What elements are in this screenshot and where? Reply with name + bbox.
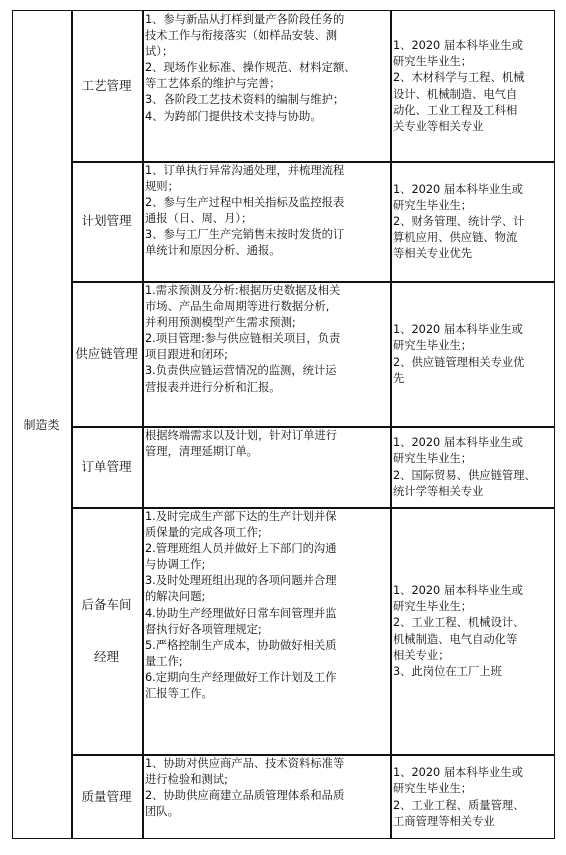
- duty-line: 3、参与工厂生产完销售未按时发货的订: [145, 228, 345, 242]
- requirement-line: 1、2020 届本科毕业生或: [393, 39, 523, 53]
- duty-line: 2、参与生产过程中相关指标及监控报表: [145, 196, 345, 210]
- requirement-line: 机械制造、电气自动化等: [393, 632, 518, 646]
- requirement-line: 1、2020 届本科毕业生或: [393, 182, 523, 196]
- duty-line: 通报（日、周、月）；: [145, 212, 253, 226]
- requirement-line: 2、国际贸易、供应链管理、: [393, 468, 536, 482]
- position-title: 工艺管理: [81, 77, 132, 93]
- duty-line: 5.严格控制生产成本，协助做好相关质: [145, 638, 337, 652]
- job-table: [12, 10, 555, 839]
- duty-line: 1、订单执行异常沟通处理，并梳理流程: [145, 164, 345, 177]
- requirement-line: 2、木材科学与工程、机械: [393, 71, 525, 85]
- requirement-line: 研究生毕业生；: [393, 452, 473, 466]
- duty-line: 项目跟进和闭环;: [145, 348, 228, 362]
- position-title: 后备车间经理: [81, 596, 132, 664]
- duty-line: 2、现场作业标准、操作规范、材料定额、: [145, 61, 356, 75]
- duty-line: 市场、产品生命周期等进行数据分析,: [145, 300, 330, 314]
- duty-line: 团队。: [145, 805, 179, 819]
- requirement-line: 1、2020 届本科毕业生或: [393, 766, 523, 780]
- duty-line: 6.定期向生产经理做好工作计划及工作: [145, 670, 337, 684]
- requirement-line: 2、供应链管理相关专业优: [393, 355, 525, 369]
- requirement-line: 研究生毕业生；: [393, 55, 473, 69]
- duty-line: 3、各阶段工艺技术资料的编制与维护；: [145, 93, 345, 107]
- duty-line: 1、协助对供应商产品、技术资料标准等: [145, 757, 345, 770]
- position-title: 质量管理: [81, 788, 132, 804]
- requirement-line: 2、工业工程、机械设计、: [393, 616, 525, 630]
- duty-line: 营报表并进行分析和汇报。: [145, 380, 281, 394]
- requirement-line: 研究生毕业生；: [393, 339, 473, 353]
- position-title: 供应链管理: [75, 345, 138, 361]
- requirement-line: 关专业等相关专业: [393, 119, 484, 133]
- duty-line: 根据终端需求以及计划，针对订单进行: [145, 429, 338, 442]
- duty-line: 单统计和原因分析、通报。: [145, 244, 281, 258]
- position-title: 订单管理: [81, 458, 132, 474]
- duty-line: 3.及时处理班组出现的各项问题并合理: [145, 574, 337, 588]
- requirement-line: 研究生毕业生；: [393, 198, 473, 212]
- requirement-line: 设计、机械制造、电气自: [393, 87, 518, 101]
- duty-line: 试）；: [145, 45, 174, 59]
- table-border: [12, 10, 555, 839]
- duty-line: 2.项目管理:参与供应链相关项目，负责: [145, 332, 341, 346]
- duty-line: 管理，清理延期订单。: [145, 445, 258, 459]
- duty-line: 量工作;: [145, 654, 183, 668]
- duty-line: 3.负责供应链运营情况的监测，统计运: [145, 364, 337, 378]
- requirement-line: 1、2020 届本科毕业生或: [393, 436, 523, 450]
- category-label: 制造类: [23, 418, 60, 432]
- requirement-line: 3、此岗位在工厂上班: [393, 664, 502, 678]
- duty-line: 进行检验和测试;: [145, 773, 228, 787]
- requirement-line: 1、2020 届本科毕业生或: [393, 323, 523, 337]
- requirement-line: 研究生毕业生；: [393, 600, 473, 614]
- requirement-line: 工商管理等相关专业: [393, 814, 495, 828]
- duty-line: 督执行好各项管理规定;: [145, 622, 262, 636]
- position-title: 计划管理: [81, 213, 132, 228]
- duty-line: 质保量的完成各项工作;: [145, 526, 262, 540]
- requirement-line: 先: [393, 371, 405, 385]
- requirement-line: 等相关专业优先: [393, 247, 473, 261]
- duty-line: 的解决问题;: [145, 590, 206, 604]
- requirement-line: 2、财务管理、统计学、计: [393, 214, 525, 228]
- duty-line: 与协调工作;: [145, 558, 206, 572]
- requirement-line: 动化、工业工程及工科相: [393, 103, 518, 117]
- requirement-line: 1、2020 届本科毕业生或: [393, 584, 523, 598]
- duty-line: 1.需求预测及分析:根据历史数据及相关: [145, 284, 341, 297]
- requirement-line: 算机应用、供应链、物流: [393, 231, 518, 245]
- duty-line: 等工艺体系的维护与完善；: [145, 77, 281, 91]
- duty-line: 4、为跨部门提供技术支持与协助。: [145, 109, 322, 123]
- duty-line: 1、参与新品从打样到量产各阶段任务的: [145, 13, 345, 26]
- duty-line: 2.管理班组人员并做好上下部门的沟通: [145, 542, 337, 556]
- requirement-line: 2、工业工程、质量管理、: [393, 798, 525, 812]
- requirement-line: 相关专业；: [393, 648, 450, 662]
- duty-line: 4.协助生产经理做好日常车间管理并监: [145, 606, 337, 620]
- duty-line: 并利用预测模型产生需求预测;: [145, 316, 296, 330]
- duty-line: 规则；: [145, 180, 179, 194]
- requirement-line: 统计学等相关专业: [393, 484, 484, 498]
- duty-line: 汇报等工作。: [145, 687, 213, 701]
- requirement-line: 研究生毕业生；: [393, 782, 473, 796]
- duty-line: 2、协助供应商建立品质管理体系和品质: [145, 789, 345, 803]
- duty-line: 1.及时完成生产部下达的生产计划并保: [145, 510, 337, 523]
- duty-line: 技术工作与衔接落实（如样品安装、测: [145, 29, 338, 43]
